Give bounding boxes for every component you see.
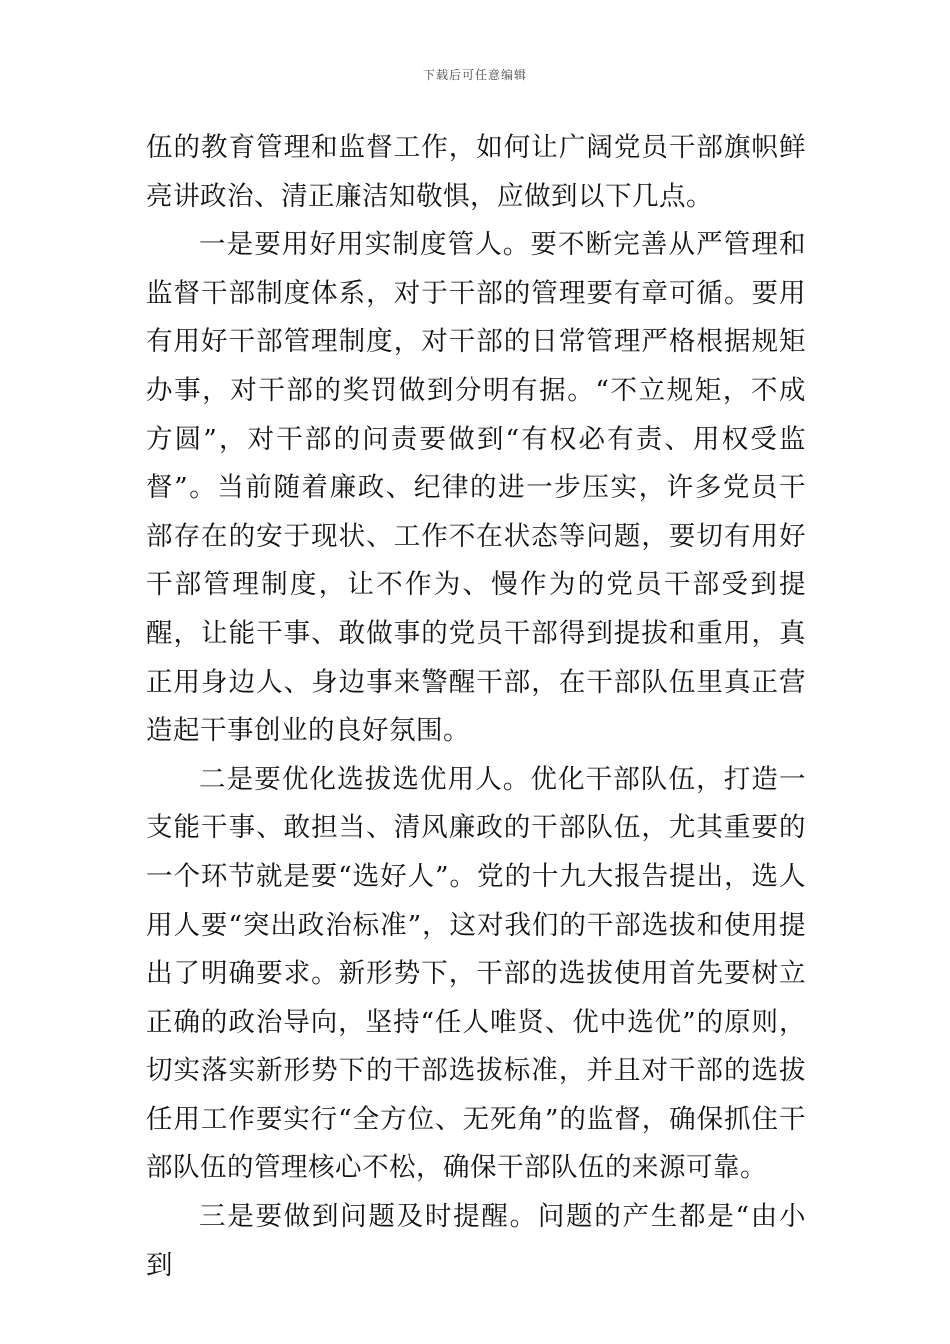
paragraph-cadre-selection: 二是要优化选拔选优用人。优化干部队伍，打造一支能干事、敢担当、清风廉政的干部队伍，尤其重要的一个环节就是要“选好人”。党的十九大报告提出，选人用人要“突出政治标准”，这对我们的干部选拔和使用提出了明确要求。新形势下，干部的选拔使用首先要树立正确的政治导向，坚持“任人唯贤、优中选优”的原则，切实落实新形势下的干部选拔标准，并且对干部的选拔任用工作要实行“全方位、无死角”的监督，确保抓住干部队伍的管理核心不松，确保干部队伍的来源可靠。 bbox=[146, 763, 806, 1184]
paragraph-institution-management: 一是要用好用实制度管人。要不断完善从严管理和监督干部制度体系，对于干部的管理要有章可循。要用有用好干部管理制度，对干部的日常管理严格根据规矩办事，对干部的奖罚做到分明有据。“不立规矩，不成方圆”，对干部的问责要做到“有权必有责、用权受监督”。当前随着廉政、纪律的进一步压实，许多党员干部存在的安于现状、工作不在状态等问题，要切有用好干部管理制度，让不作为、慢作为的党员干部受到提醒，让能干事、敢做事的党员干部得到提拔和重用，真正用身边人、身边事来警醒干部，在干部队伍里真正营造起干事创业的良好氛围。 bbox=[146, 229, 806, 747]
document-body bbox=[146, 124, 806, 1290]
page-header: 下载后可任意编辑 bbox=[422, 68, 527, 82]
paragraph-timely-reminder: 三是要做到问题及时提醒。问题的产生都是“由小到 bbox=[146, 1201, 806, 1281]
paragraph-continuation: 伍的教育管理和监督工作，如何让广阔党员干部旗帜鲜亮讲政治、清正廉洁知敬惧，应做到以下几点。 bbox=[146, 132, 806, 212]
